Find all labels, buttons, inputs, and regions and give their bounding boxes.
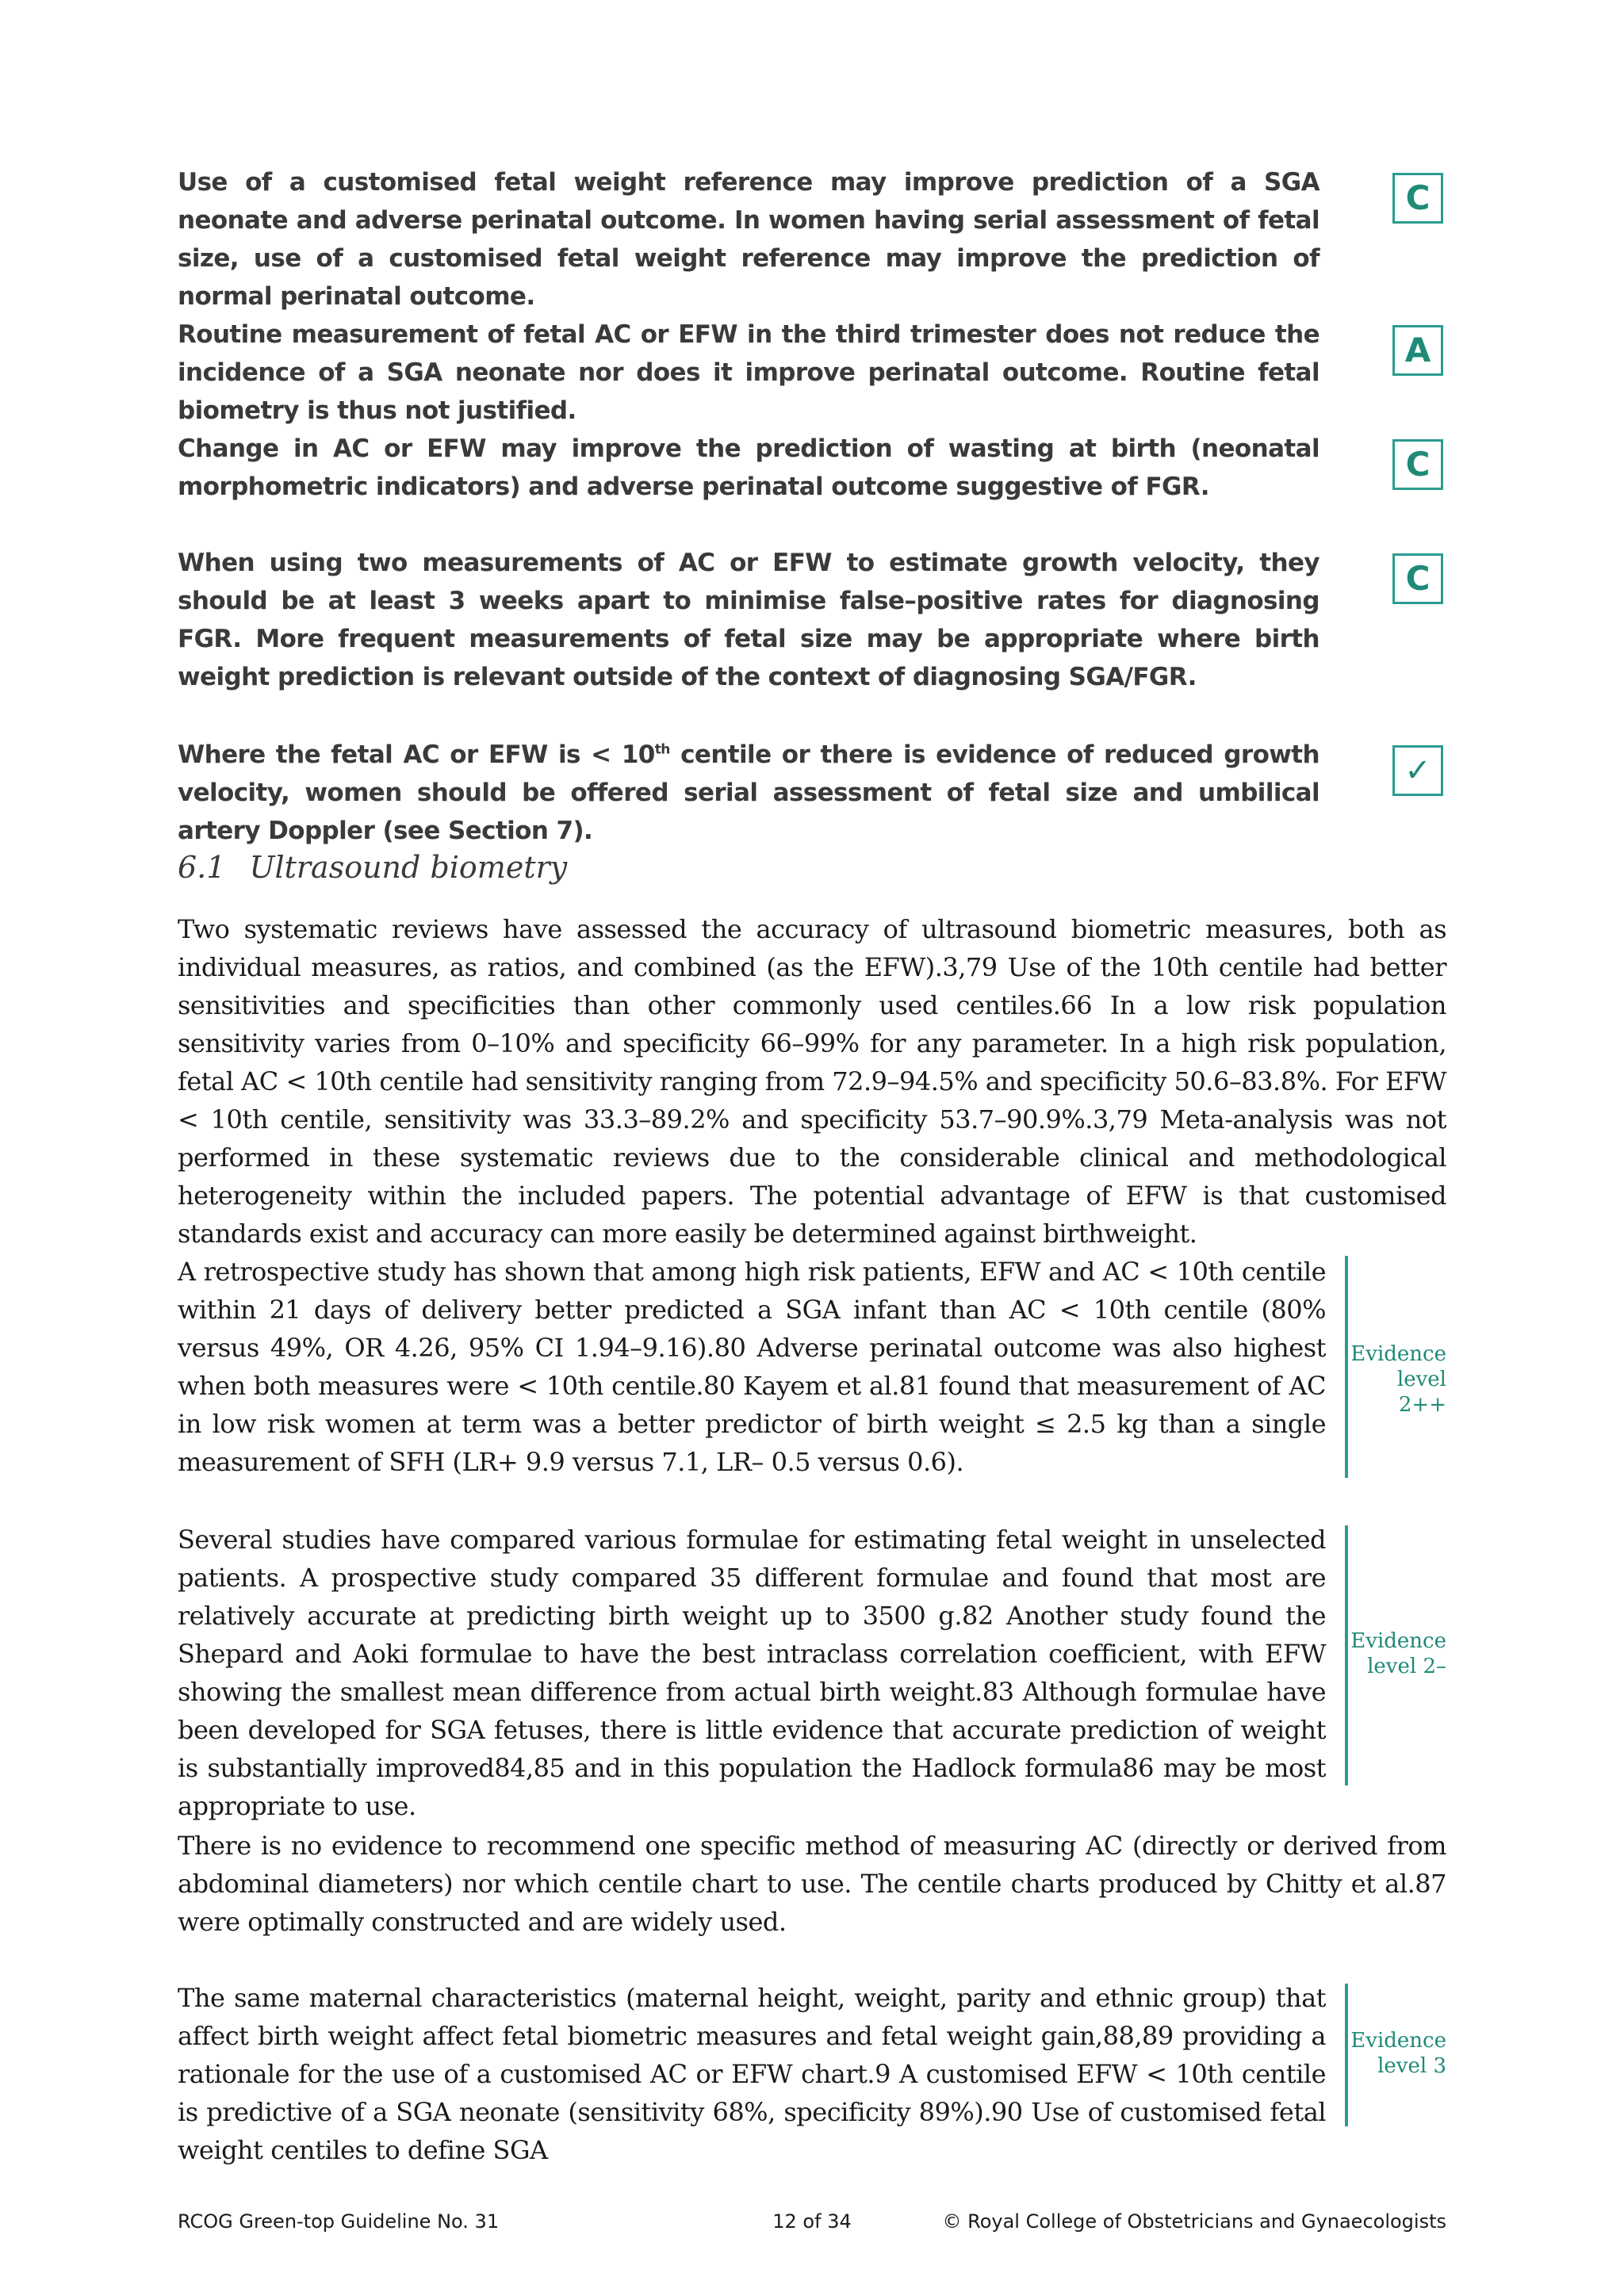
recommendation-5: Where the fetal AC or EFW is < 10th centile or there is evidence of reduced growth velocity, women should be offered serial assessment of fetal size and umbilical artery Doppler (see Section 7). (178, 740, 1320, 845)
paragraph-2: A retrospective study has shown that among high risk patients, EFW and AC < 10th centile within 21 days of delivery better predicted a SGA infant than AC < 10th centile (80% versus 49%, OR 4.26, 95% CI 1.94–9.16).80 Adverse perinatal outcome was also highest when both measures were < 10th centile.80 Kayem et al.81 found that measurement of AC in low risk women at term was a better predictor of birth weight ≤ 2.5 kg than a single measurement of SFH (LR+ 9.9 versus 7.1, LR– 0.5 versus 0.6). (178, 1257, 1326, 1477)
paragraph-3: Several studies have compared various formulae for estimating fetal weight in unselected patients. A prospective study compared 35 different formulae and found that most are relatively accurate at predicting birth weight up to 3500 g.82 Another study found the Shepard and Aoki formulae to have the best intraclass correlation coefficient, with EFW showing the smallest mean difference from actual birth weight.83 Although formulae have been developed for SGA fetuses, there is little evidence that accurate prediction of weight is substantially improved84,85 and in this population the Hadlock formula86 may be most appropriate to use. (178, 1525, 1326, 1821)
grade-badge-4: C (1392, 553, 1443, 604)
evidence-level-2: Evidence level 2– (1350, 1629, 1446, 1678)
recommendation-1: Use of a customised fetal weight reference may improve prediction of a SGA neonate and adverse perinatal outcome. In women having serial assessment of fetal size, use of a customised fetal weight reference may improve the prediction of normal perinatal outcome. (178, 168, 1320, 311)
section-heading (178, 850, 567, 885)
footer-copyright: © Royal College of Obstetricians and Gynaecologists (942, 2210, 1446, 2233)
footer-page-number: 12 of 34 (772, 2210, 852, 2233)
section-title: Ultrasound biometry (249, 850, 568, 885)
recommendation-4: When using two measurements of AC or EFW to estimate growth velocity, they should be at least 3 weeks apart to minimise false–positive rates for diagnosing FGR. More frequent measurements of fetal size may be appropriate where birth weight prediction is relevant outside of the context of diagnosing SGA/FGR. (178, 549, 1320, 691)
footer-guideline-title: RCOG Green-top Guideline No. 31 (178, 2210, 500, 2233)
evidence-level-1: Evidence level 2++ (1350, 1342, 1446, 1417)
section-number: 6.1 (178, 850, 226, 885)
paragraph-5: The same maternal characteristics (maternal height, weight, parity and ethnic group) that affect birth weight affect fetal biometric measures and fetal weight gain,88,89 providing a rationale for the use of a customised AC or EFW chart.9 A customised EFW < 10th centile is predictive of a SGA neonate (sensitivity 68%, specificity 89%).90 Use of customised fetal weight centiles to define SGA (178, 1983, 1326, 2165)
grade-badge-1: C (1392, 173, 1443, 224)
evidence-level-3: Evidence level 3 (1350, 2029, 1446, 2078)
paragraph-1: Two systematic reviews have assessed the accuracy of ultrasound biometric measures, both as individual measures, as ratios, and combined (as the EFW).3,79 Use of the 10th centile had better sensitivities and specificities than other commonly used centiles.66 In a low risk population sensitivity varies from 0–10% and specificity 66–99% for any parameter. In a high risk population, fetal AC < 10th centile had sensitivity ranging from 72.9–94.5% and specificity 50.6–83.8%. For EFW < 10th centile, sensitivity was 33.3–89.2% and specificity 53.7–90.9%.3,79 Meta-analysis was not performed in these systematic reviews due to the considerable clinical and methodological heterogeneity within the included papers. The potential advantage of EFW is that customised standards exist and accuracy can more easily be determined against birthweight. (178, 914, 1446, 1249)
recommendation-2: Routine measurement of fetal AC or EFW in the third trimester does not reduce the incidence of a SGA neonate nor does it improve perinatal outcome. Routine fetal biometry is thus not justified. (178, 320, 1320, 425)
good-practice-check-icon: ✓ (1392, 745, 1443, 796)
grade-badge-3: C (1392, 439, 1443, 490)
paragraph-4: There is no evidence to recommend one specific method of measuring AC (directly or derived from abdominal diameters) nor which centile chart to use. The centile charts produced by Chitty et al.87 were optimally constructed and are widely used. (178, 1831, 1446, 1937)
recommendation-3: Change in AC or EFW may improve the prediction of wasting at birth (neonatal morphometric indicators) and adverse perinatal outcome suggestive of FGR. (178, 434, 1320, 501)
grade-badge-2: A (1392, 325, 1443, 376)
